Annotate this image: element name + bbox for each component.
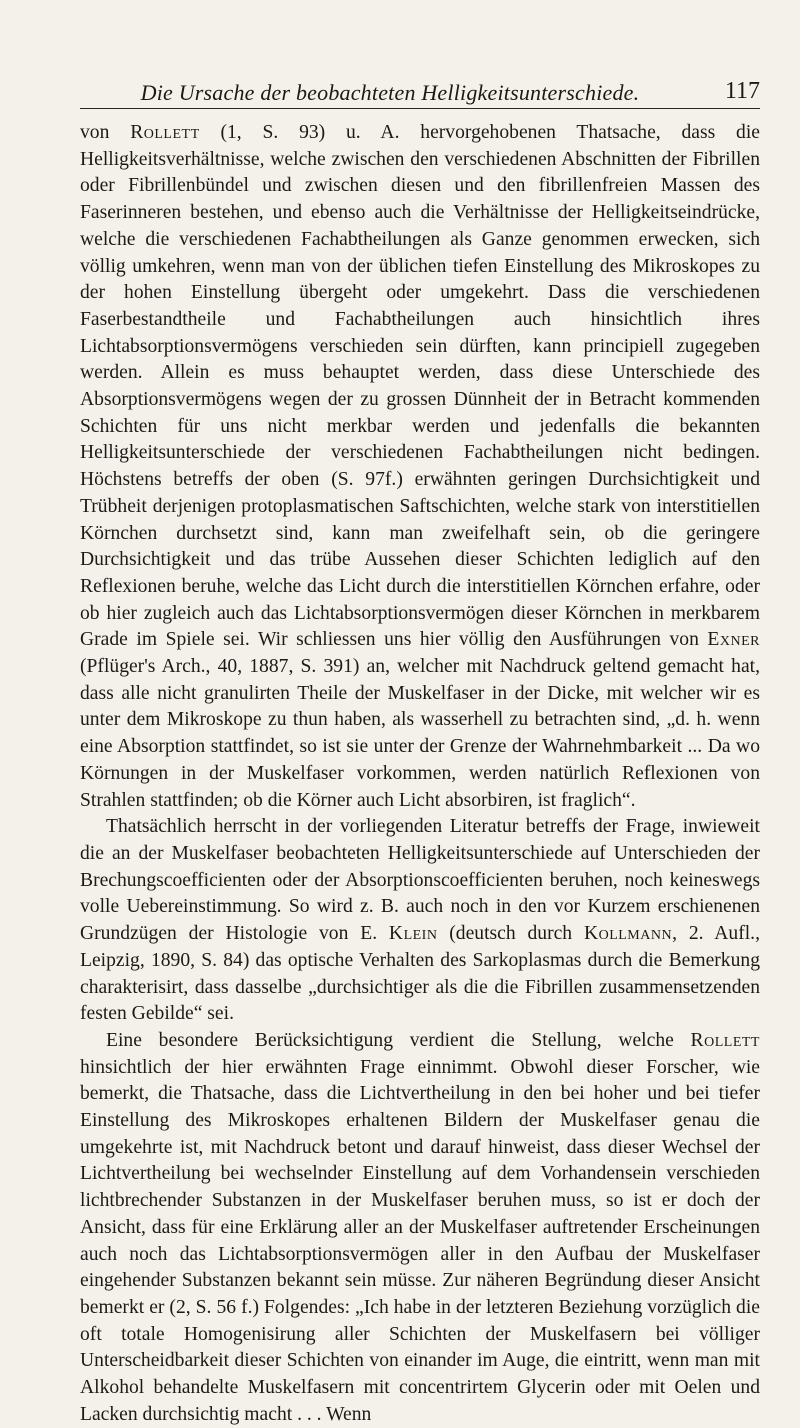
text-run: (Pflüger's Arch., 40, 1887, S. 391) an, welcher mit Nachdruck geltend gemacht hat, dass alle nicht granulirten Theile der Muskelfaser in der Dicke, mit welcher wir es unter dem Mikroskope zu thun haben, als wasserhell zu betrachten sind, „d. h. wenn eine Absorption stattfindet, so ist sie unter der Grenze der Wahrnehmbarkeit ... Da wo Körnungen in der Muskelfaser vorkommen, werden natürlich Reflexionen von Strahlen stattfinden; ob die Körner auch Licht absorbiren, ist fraglich“. (80, 656, 760, 811)
body-text (80, 120, 760, 1428)
running-title: Die Ursache der beobachteten Helligkeitsunterschiede. (140, 80, 640, 105)
text-run: von (80, 122, 131, 143)
author-name: Exner (707, 629, 760, 651)
author-name: Klein (388, 923, 438, 945)
author-name: Kollmann (583, 923, 673, 945)
text-run: (deutsch durch (437, 923, 584, 945)
text-run: , 2. Aufl., Leipzig, 1890, S. 84) das optische Verhalten des Sarkoplasmas durch die Bemerkung charakterisirt, dass dasselbe „durchsichtiger als die die Fibrillen zusammensetzenden festen Gebilde“ sei. (80, 923, 760, 1025)
paragraph-2 (80, 814, 760, 1028)
author-name: Rollett (130, 122, 200, 143)
author-name: Rollett (690, 1029, 760, 1051)
page-header (80, 0, 760, 112)
text-run: Eine besondere Berücksichtigung verdient die Stellung, welche (106, 1029, 691, 1051)
paragraph-1 (80, 120, 760, 814)
text-run: Thatsächlich herrscht in der vorliegenden Literatur betreffs der Frage, inwieweit die an der Muskelfaser beobachteten Helligkeitsunterschiede auf Unterschieden der Brechungscoefficienten oder der Absorptionscoefficienten beruhen, noch keineswegs volle Uebereinstimmung. So wird z. B. auch noch in den vor Kurzem erschienenen Grundzügen der Histologie von E. (80, 816, 760, 945)
text-run: hinsichtlich der hier erwähnten Frage einnimmt. Obwohl dieser Forscher, wie bemerkt, die Thatsache, dass die Lichtvertheilung in den bei hoher und bei tiefer Einstellung des Mikroskopes erhaltenen Bildern der Muskelfaser genau die umgekehrte ist, mit Nachdruck betont und darauf hinweist, dass dieser Wechsel der Lichtvertheilung bei wechselnder Einstellung auf dem Vorhandensein verschieden lichtbrechender Substanzen in der Muskelfaser beruhen muss, so ist er doch der Ansicht, dass für eine Erklärung aller an der Muskelfaser auftretender Erscheinungen auch noch das Lichtabsorptionsvermögen aller in den Aufbau der Muskelfaser eingehender Substanzen bekannt sein müsse. Zur näheren Begründung dieser Ansicht bemerkt er (2, S. 56 f.) Folgendes: „Ich habe in der letzteren Beziehung vorzüglich die oft totale Homogenisirung aller Schichten der Muskelfasern bei völliger Unterscheidbarkeit dieser Schichten von einander im Auge, die eintritt, wenn man mit Alkohol behandelte Muskelfasern mit concentrirtem Glycerin oder mit Oelen und Lacken durchsichtig macht . . . Wenn (80, 1056, 760, 1425)
header-rule (80, 108, 760, 109)
text-run: (1, S. 93) u. A. hervorgehobenen Thatsache, dass die Helligkeitsverhältnisse, welche zwischen den verschiedenen Abschnitten der Fibrillen oder Fibrillenbündel und zwischen diesen und den fibrillenfreien Massen des Faserinneren bestehen, und ebenso auch die Verhältnisse der Helligkeitseindrücke, welche die verschiedenen Fachabtheilungen als Ganze genommen erwecken, sich völlig umkehren, wenn man von der üblichen tiefen Einstellung des Mikroskopes zu der hohen Einstellung übergeht oder umgekehrt. Dass die verschiedenen Faserbestandtheile und Fachabtheilungen auch hinsichtlich ihres Lichtabsorptionsvermögens verschieden sein dürften, kann principiell zugegeben werden. Allein es muss behauptet werden, dass diese Unterschiede des Absorptionsvermögens wegen der zu grossen Dünnheit der in Betracht kommenden Schichten für uns nicht merkbar werden und jedenfalls die bekannten Helligkeitsunterschiede der verschiedenen Fachabtheilungen nicht bedingen. Höchstens betreffs der oben (S. 97f.) erwähnten geringen Durchsichtigkeit und Trübheit derjenigen protoplasmatischen Saftschichten, welche stark von interstitiellen Körnchen durchsetzt sind, kann man zweifelhaft sein, ob die geringere Durchsichtigkeit und das trübe Aussehen dieser Schichten lediglich auf den Reflexionen beruhe, welche das Licht durch die interstitiellen Körnchen erfahre, oder ob hier zugleich auch das Lichtabsorptionsvermögen dieser Körnchen in merkbarem Grade im Spiele sei. Wir schliessen uns hier völlig den Ausführungen von (80, 122, 760, 651)
paragraph-3 (80, 1028, 760, 1428)
page-number: 117 (724, 78, 760, 104)
